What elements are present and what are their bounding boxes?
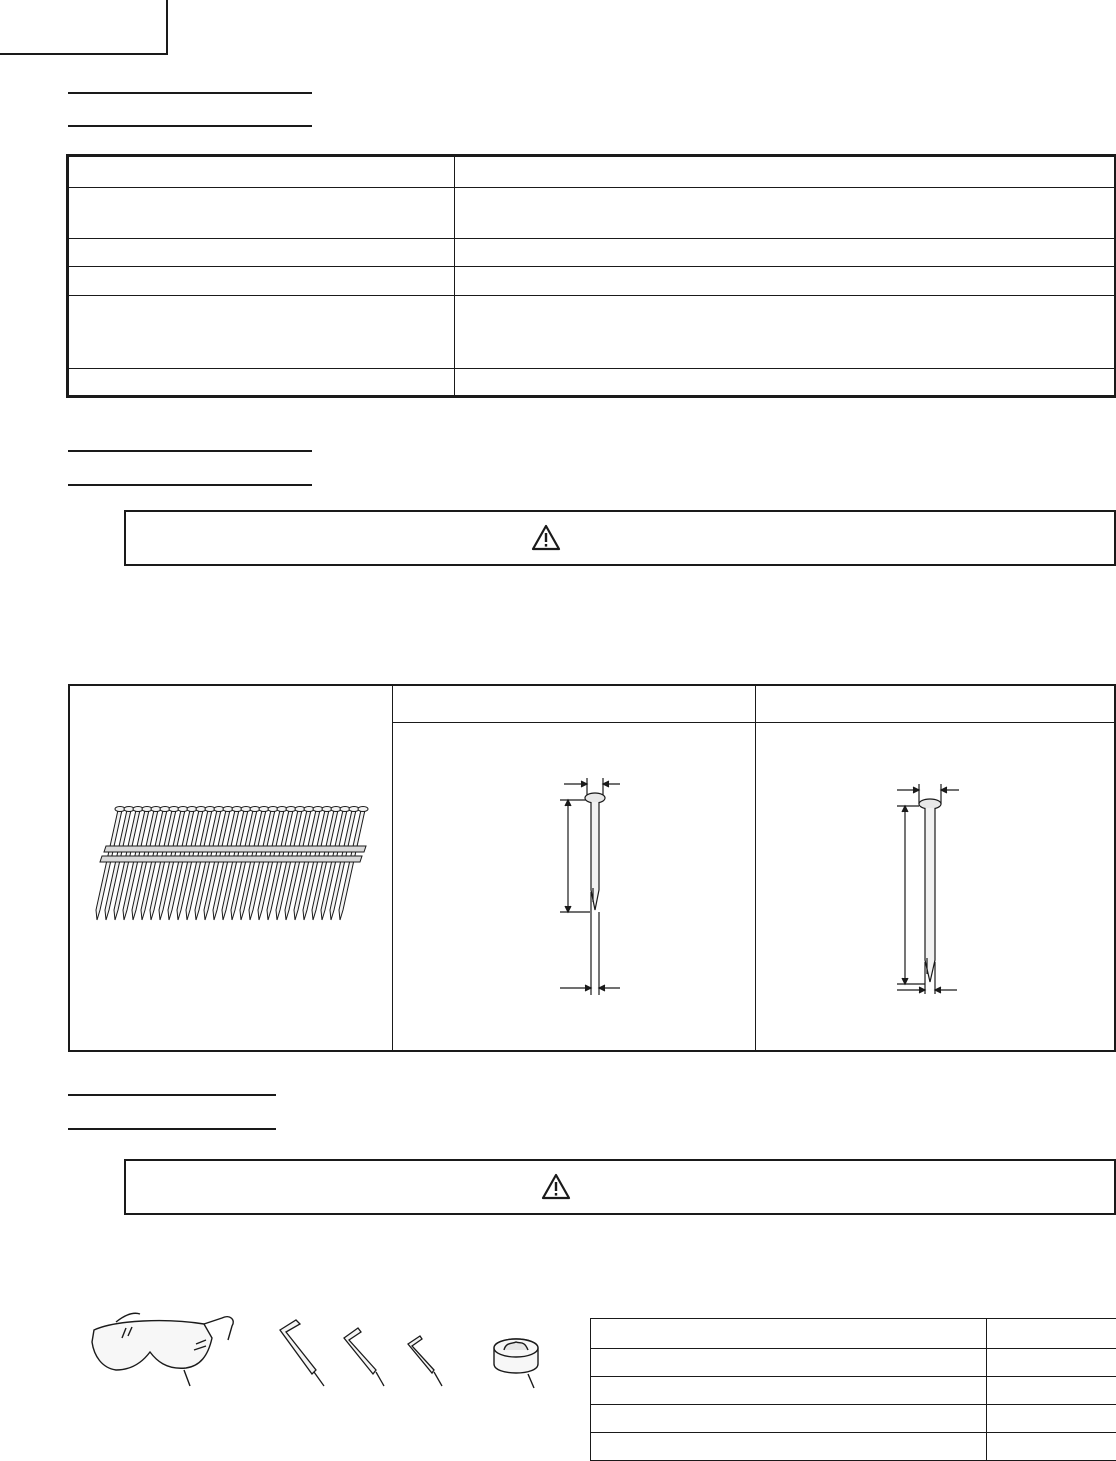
section-heading-underline	[68, 1094, 276, 1096]
nail-head	[358, 807, 368, 812]
accessory-name	[591, 1433, 987, 1461]
accessory-name	[591, 1377, 987, 1405]
safety-glasses-icon	[86, 1308, 236, 1388]
spec-value	[455, 239, 1115, 267]
spec-value	[455, 296, 1115, 369]
section-heading-underline	[68, 125, 312, 127]
section-heading-underline	[68, 484, 312, 486]
hex-key-medium-icon	[338, 1324, 394, 1388]
warning-triangle-icon	[531, 524, 561, 551]
table-row	[69, 369, 1115, 396]
spec-value	[455, 267, 1115, 296]
table-row	[69, 239, 1115, 267]
fastener-warning-box	[124, 510, 1116, 566]
spec-value	[455, 157, 1115, 188]
table-row	[69, 188, 1115, 239]
collation-strip	[104, 846, 366, 852]
accessory-name	[591, 1319, 987, 1349]
accessory-name	[591, 1405, 987, 1433]
table-row	[591, 1405, 1116, 1433]
hex-key-small-icon	[402, 1332, 452, 1388]
table-divider	[755, 686, 756, 1050]
fastener-table	[68, 684, 1116, 1052]
specifications-table	[68, 156, 1115, 396]
table-row	[591, 1433, 1116, 1461]
section-heading-underline	[68, 1128, 276, 1130]
table-row	[591, 1377, 1116, 1405]
accessory-qty	[987, 1433, 1116, 1461]
spec-label	[69, 369, 455, 396]
table-row	[69, 157, 1115, 188]
accessory-qty	[987, 1349, 1116, 1377]
spec-value	[455, 369, 1115, 396]
table-row	[69, 296, 1115, 369]
table-row	[591, 1349, 1116, 1377]
warning-triangle-icon	[541, 1173, 571, 1200]
collation-strip	[100, 856, 362, 862]
table-row	[591, 1319, 1116, 1349]
accessory-warning-box	[124, 1159, 1116, 1215]
page-tab-corner	[0, 0, 168, 55]
spec-value	[455, 188, 1115, 239]
spec-label	[69, 296, 455, 369]
accessory-qty	[987, 1319, 1116, 1349]
table-row	[69, 267, 1115, 296]
round-head-nail-diagram-icon	[540, 770, 680, 1000]
hex-key-large-icon	[272, 1318, 332, 1388]
section-heading-underline	[68, 450, 312, 452]
accessories-table	[590, 1318, 1116, 1461]
accessory-qty	[987, 1405, 1116, 1433]
spec-label	[69, 239, 455, 267]
nail-strip-icon	[92, 802, 382, 932]
table-divider	[392, 722, 1114, 723]
nose-cap-icon	[488, 1330, 548, 1390]
section-heading-underline	[68, 92, 312, 94]
accessory-qty	[987, 1377, 1116, 1405]
accessory-name	[591, 1349, 987, 1377]
spec-label	[69, 267, 455, 296]
table-divider	[392, 686, 393, 1050]
spec-label	[69, 157, 455, 188]
spec-label	[69, 188, 455, 239]
round-head-nail-long-diagram-icon	[885, 780, 1025, 1005]
